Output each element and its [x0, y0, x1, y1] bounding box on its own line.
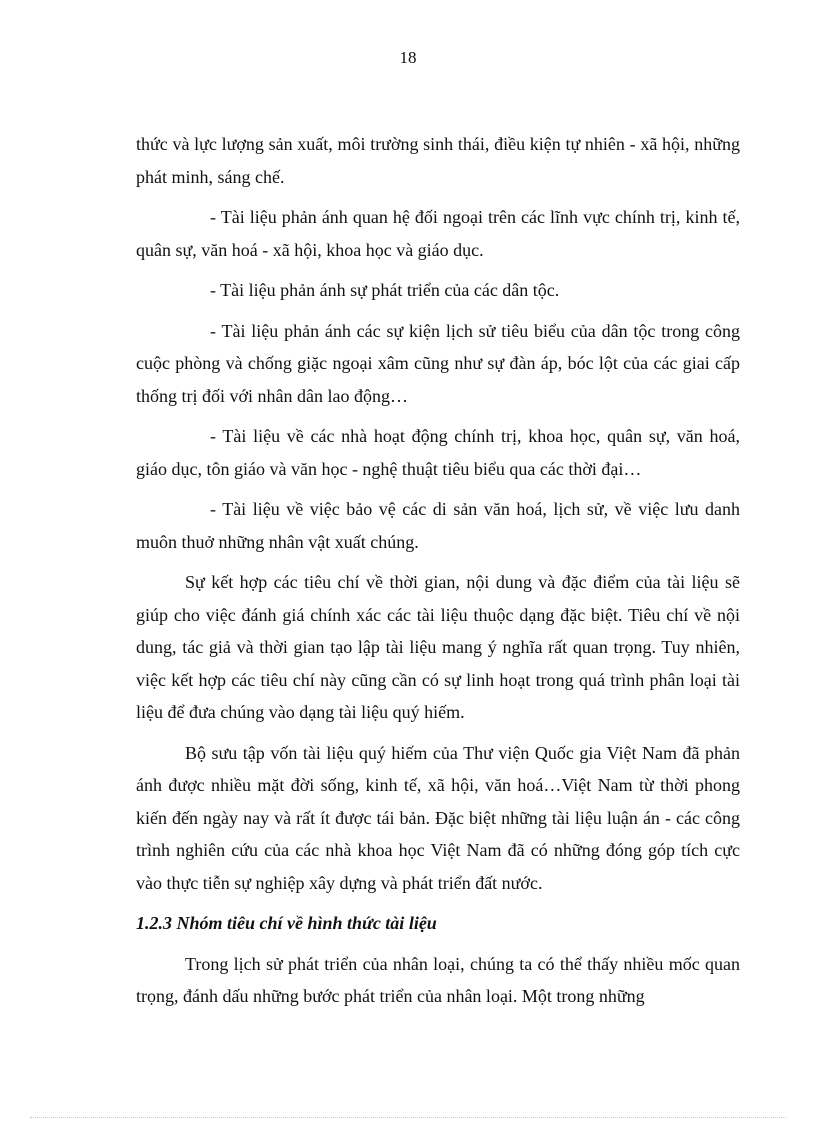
- paragraph-rare-collection: Bộ sưu tập vốn tài liệu quý hiếm của Thư viện Quốc gia Việt Nam đã phản ánh được nhiều mặt đời sống, kinh tế, xã hội, văn hoá…Việt Nam từ thời phong kiến đến ngày nay và rất ít được tái bản. Đặc biệt những tài liệu luận án - các công trình nghiên cứu của các nhà khoa học Việt Nam đã có những đóng góp tích cực vào thực tiễn sự nghiệp xây dựng và phát triển đất nước.: [136, 742, 740, 893]
- page-number: 18: [399, 48, 417, 67]
- page-bottom-divider: [30, 1117, 786, 1118]
- list-item-historical-events: - Tài liệu phản ánh các sự kiện lịch sử tiêu biểu của dân tộc trong công cuộc phòng và chống giặc ngoại xâm cũng như sự đàn áp, bóc lột của các giai cấp thống trị đối với nhân dân lao động…: [136, 320, 740, 406]
- document-body: [136, 128, 740, 1021]
- list-item-ethnic-development: - Tài liệu phản ánh sự phát triển của các dân tộc.: [210, 280, 560, 300]
- list-item-heritage-protection: - Tài liệu về việc bảo vệ các di sản văn hoá, lịch sử, về việc lưu danh muôn thuở những nhân vật xuất chúng.: [136, 499, 740, 552]
- paragraph-continuation: thức và lực lượng sản xuất, môi trường sinh thái, điều kiện tự nhiên - xã hội, những phát minh, sáng chế.: [136, 134, 740, 187]
- paragraph-section-intro: Trong lịch sử phát triển của nhân loại, chúng ta có thể thấy nhiều mốc quan trọng, đánh dấu những bước phát triển của nhân loại. Một trong những: [136, 953, 740, 1006]
- list-item-notable-figures: - Tài liệu về các nhà hoạt động chính trị, khoa học, quân sự, văn hoá, giáo dục, tôn giáo và văn học - nghệ thuật tiêu biểu qua các thời đại…: [136, 426, 740, 479]
- list-item-foreign-relations: - Tài liệu phản ánh quan hệ đối ngoại trên các lĩnh vực chính trị, kinh tế, quân sự, văn hoá - xã hội, khoa học và giáo dục.: [136, 207, 740, 260]
- paragraph-criteria-combination: Sự kết hợp các tiêu chí về thời gian, nội dung và đặc điểm của tài liệu sẽ giúp cho việc đánh giá chính xác các tài liệu thuộc dạng đặc biệt. Tiêu chí về nội dung, tác giả và thời gian tạo lập tài liệu mang ý nghĩa rất quan trọng. Tuy nhiên, việc kết hợp các tiêu chí này cũng cần có sự linh hoạt trong quá trình phân loại tài liệu để đưa chúng vào dạng tài liệu quý hiếm.: [136, 572, 740, 722]
- section-heading: 1.2.3 Nhóm tiêu chí về hình thức tài liệu: [136, 913, 437, 933]
